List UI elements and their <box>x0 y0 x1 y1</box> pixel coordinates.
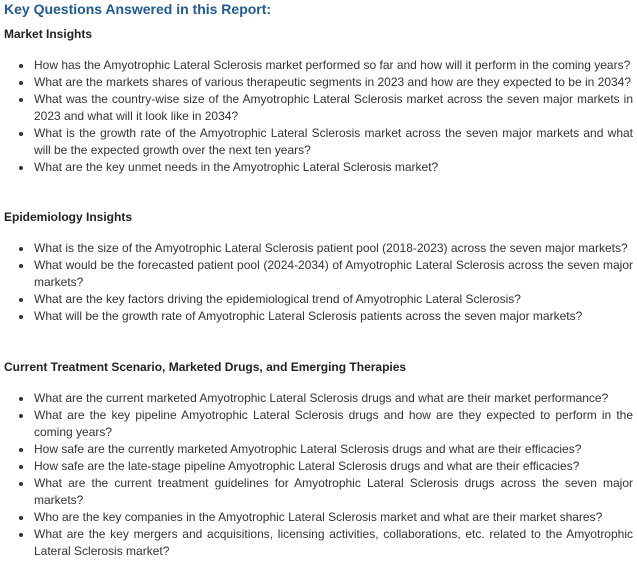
list-item <box>4 308 633 325</box>
list-item <box>4 509 633 526</box>
bullet-icon <box>19 166 23 170</box>
bullet-icon <box>19 298 23 302</box>
list-item <box>4 91 633 125</box>
bullet-icon <box>19 516 23 520</box>
list-item <box>4 57 633 74</box>
section-heading-epidemiology-insights: Epidemiology Insights <box>4 210 133 224</box>
section-heading-market-insights: Market Insights <box>4 27 93 41</box>
question-text: What is the size of the Amyotrophic Lateral Sclerosis patient pool (2018-2023) across the seven major markets? <box>34 241 628 255</box>
list-item <box>4 441 633 458</box>
list-item <box>4 390 633 407</box>
list-item <box>4 291 633 308</box>
bullet-icon <box>19 132 23 136</box>
list-item <box>4 125 633 159</box>
bullet-icon <box>19 98 23 102</box>
question-text: What would be the forecasted patient pool (2024-2034) of Amyotrophic Lateral Sclerosis across the seven major markets? <box>34 258 633 289</box>
list-item <box>4 526 633 560</box>
bullet-icon <box>19 64 23 68</box>
bullet-icon <box>19 81 23 85</box>
bullet-icon <box>19 264 23 268</box>
question-text: What are the key factors driving the epidemiological trend of Amyotrophic Lateral Sclerosis? <box>34 292 521 306</box>
question-text: What is the growth rate of the Amyotrophic Lateral Sclerosis market across the seven major markets and what will be the expected growth over the next ten years? <box>34 126 633 157</box>
list-item <box>4 159 633 176</box>
bullet-icon <box>19 315 23 319</box>
bullet-icon <box>19 465 23 469</box>
list-item <box>4 240 633 257</box>
question-text: What are the key pipeline Amyotrophic Lateral Sclerosis drugs and how are they expected to perform in the coming years? <box>34 408 633 439</box>
question-text: How safe are the currently marketed Amyotrophic Lateral Sclerosis drugs and what are their efficacies? <box>34 442 582 456</box>
question-text: What was the country-wise size of the Amyotrophic Lateral Sclerosis market across the seven major markets in 2023 and what will it look like in 2034? <box>34 92 633 123</box>
question-text: What are the key unmet needs in the Amyotrophic Lateral Sclerosis market? <box>34 160 439 174</box>
bullet-icon <box>19 448 23 452</box>
list-item <box>4 458 633 475</box>
market-insights-list <box>4 57 633 176</box>
question-text: Who are the key companies in the Amyotrophic Lateral Sclerosis market and what are their market shares? <box>34 510 603 524</box>
treatment-scenario-list <box>4 390 633 560</box>
list-item <box>4 407 633 441</box>
question-text: What are the current marketed Amyotrophic Lateral Sclerosis drugs and what are their market performance? <box>34 391 609 405</box>
question-text: What are the current treatment guidelines for Amyotrophic Lateral Sclerosis drugs across the seven major markets? <box>34 476 633 507</box>
question-text: How has the Amyotrophic Lateral Sclerosis market performed so far and how will it perform in the coming years? <box>34 58 631 72</box>
question-text: What are the markets shares of various therapeutic segments in 2023 and how are they expected to be in 2034? <box>34 75 632 89</box>
report-title: Key Questions Answered in this Report: <box>4 1 272 17</box>
bullet-icon <box>19 533 23 537</box>
list-item <box>4 74 633 91</box>
question-text: What will be the growth rate of Amyotrophic Lateral Sclerosis patients across the seven major markets? <box>34 309 583 323</box>
bullet-icon <box>19 414 23 418</box>
question-text: What are the key mergers and acquisitions, licensing activities, collaborations, etc. related to the Amyotrophic Lateral Sclerosis market? <box>34 527 633 558</box>
bullet-icon <box>19 247 23 251</box>
list-item <box>4 475 633 509</box>
question-text: How safe are the late-stage pipeline Amyotrophic Lateral Sclerosis drugs and what are their efficacies? <box>34 459 580 473</box>
bullet-icon <box>19 482 23 486</box>
list-item <box>4 257 633 291</box>
bullet-icon <box>19 397 23 401</box>
section-heading-treatment-scenario: Current Treatment Scenario, Marketed Drugs, and Emerging Therapies <box>4 360 407 374</box>
epidemiology-insights-list <box>4 240 633 325</box>
